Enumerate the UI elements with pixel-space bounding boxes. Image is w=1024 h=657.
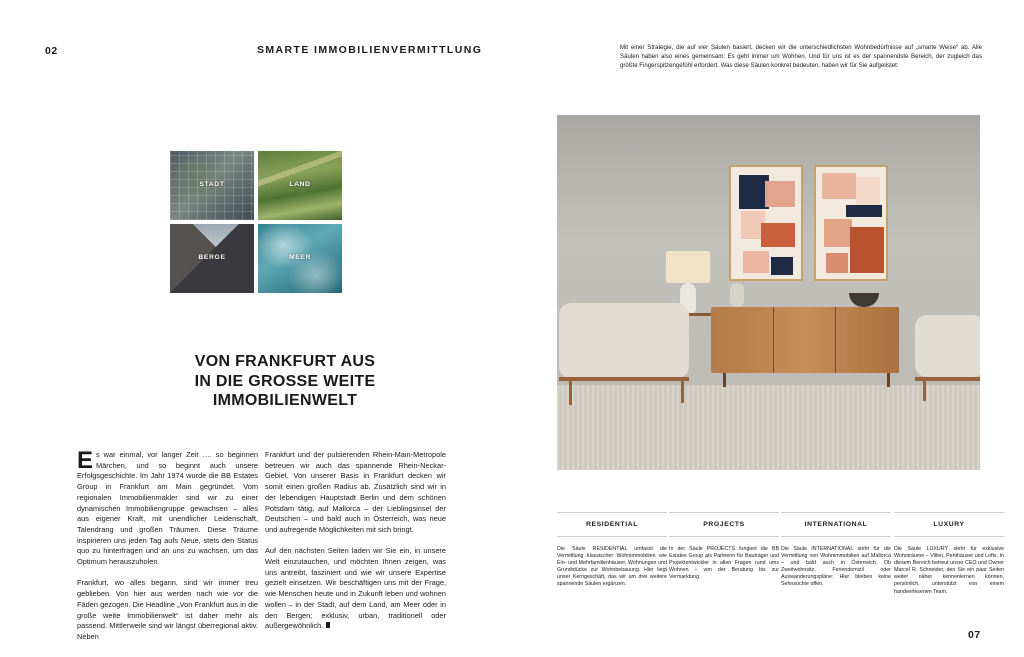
headline bbox=[140, 352, 430, 411]
pillar-title: INTERNATIONAL bbox=[804, 521, 868, 528]
headline-line-1: VON FRANKFURT AUS bbox=[194, 353, 376, 370]
pillar-text: Die Säule LUXURY steht für exklusive Wohnträume – Villen, Penthäuser und Lofts. In diesem Bereich betreut unser CEO und Owner Marcel R. Schneider, den Sie ein paar Seiten weiter näher kennenlernen können, persönlich, unterstützt von einem handverlesenen Team. bbox=[894, 546, 1004, 595]
artwork-right bbox=[814, 165, 888, 281]
lamp-shade bbox=[666, 251, 710, 283]
body-text: Auf den nächsten Seiten laden wir Sie ein, in unsere Welt einzutauchen, und möchten Ihnen zeigen, was uns antreibt, fasziniert und wie wir unsere Expertise gezielt einsetzen. Wir beschäftigen uns mit der Frage, wie Menschen heute und in Zukunft leben und wohnen wollen – in der Stadt, auf dem Land, am Meer oder in den Bergen; exklusiv, urban, traditionell oder außergewöhnlich. bbox=[265, 546, 446, 631]
armchair-right bbox=[915, 315, 980, 377]
armchair-left bbox=[559, 303, 689, 378]
body-paragraph bbox=[265, 546, 446, 632]
pillar-text: Die Säule INTERNATIONAL steht für die Vermittlung von Wohnimmobilien auf Mallorca – und bald auch in Österreich. Ob Zweitwohnsitz, Feriendomizil oder Auswanderungspläne: Hier bleiben keine Sehnsüchte offen. bbox=[781, 546, 891, 588]
pillar-title: RESIDENTIAL bbox=[586, 521, 638, 528]
page-number-right: 07 bbox=[968, 629, 981, 641]
pillar-projects bbox=[669, 512, 779, 581]
pillar-international bbox=[781, 512, 891, 589]
pillar-title: LUXURY bbox=[933, 521, 965, 528]
tile-label-meer: MEER bbox=[288, 254, 312, 261]
pillar-luxury bbox=[894, 512, 1004, 596]
living-room-photo bbox=[557, 115, 980, 470]
tile-sea-image bbox=[258, 224, 342, 293]
drop-cap: E bbox=[77, 447, 94, 474]
tile-label-land: LAND bbox=[289, 181, 311, 188]
tile-city-image bbox=[170, 151, 254, 220]
intro-paragraph: Mit einer Strategie, die auf vier Säulen basiert, decken wir die unterschiedlichsten Wohnbedürfnisse auf „smarte Weise“ ab. Alle Säulen haben also eines gemeinsam: Es geht immer um Wohnen. Und für uns ist es der spannendste Bereich, der zugleich das größte Fingerspitzengefühl erfordert. Was diese Säulen konkret bedeuten, haben wir für Sie aufgelistet: bbox=[620, 44, 982, 69]
destination-tiles bbox=[170, 151, 342, 293]
section-title: SMARTE IMMOBILIENVERMITTLUNG bbox=[257, 44, 483, 56]
vase bbox=[730, 283, 744, 307]
body-text: s war einmal, vor langer Zeit …. so beginnen Märchen, und so beginnt auch unsere Erfolgsgeschichte. Im Jahr 1974 wurde die BB Estates Group in Frankfurt am Main gegründet. Vom regionalen Immobilienmakler sind wir zu einer dynamischen Immobiliengruppe gewachsen – alles aus eigener Kraft, mit unendlicher Leidenschaft, Talendrang und großen Träumen. Diese Träume inspirieren uns jeden Tag aufs Neue, stets den Status quo zu hinterfragen und an uns zu wachsen, um das Optimum herauszuholen. bbox=[77, 450, 258, 567]
artwork-left bbox=[729, 165, 803, 281]
headline-line-3: IMMOBILIENWELT bbox=[212, 392, 358, 409]
sideboard bbox=[711, 307, 899, 373]
pillar-text: In der Säule PROJECTS fungiert die BB Estates Group als Partnerin für Bauträger und Projektentwickler in allen Fragen rund ums Wohnen – von der Beratung bis zur Vermarktung. bbox=[669, 546, 779, 581]
end-mark-icon bbox=[326, 622, 330, 628]
body-column-2 bbox=[265, 450, 446, 643]
body-paragraph: Frankfurt und der pulsierenden Rhein-Main-Metropole betreuen wir auch das spannende Rhein-Neckar-Gebiet. Von unserer Basis in Frankfurt decken wir somit einen großen Radius ab. Zusätzlich sind wir in der lebendigen Hauptstadt Berlin und dem schönen Potsdam tätig, auf Mallorca – der Lieblingsinsel der Deutschen – und bald auch in Österreich, was neue und aufregende Möglichkeiten mit sich bringt. bbox=[265, 450, 446, 534]
rug-floor bbox=[557, 385, 980, 470]
pillar-text: Die Säule RESIDENTIAL umfasst die Vermittlung klassischer Wohnimmobilien wie Ein- und Mehrfamilienhäuser, Wohnungen und Grundstücke zur Wohnbebauung. Hier liegt unser Kerngeschäft, das wir um drei weitere spannende Säulen ergänzen. bbox=[557, 546, 667, 588]
pillar-residential bbox=[557, 512, 667, 589]
pillar-title: PROJECTS bbox=[703, 521, 745, 528]
tile-mountains-image bbox=[170, 224, 254, 293]
body-paragraph bbox=[77, 447, 258, 568]
tile-countryside-image bbox=[258, 151, 342, 220]
tile-label-stadt: STADT bbox=[199, 181, 225, 188]
headline-line-2: IN DIE GROSSE WEITE bbox=[194, 372, 376, 390]
body-column-1 bbox=[77, 447, 258, 653]
tile-label-berge: BERGE bbox=[198, 254, 226, 261]
page-number-left: 02 bbox=[45, 45, 58, 57]
body-paragraph: Frankfurt, wo alles begann, sind wir immer treu geblieben. Von hier aus werden nach wie vor die Fäden gezogen. Die Headline „Von Frankfurt aus in die große weite Immobilienwelt“ ist daher mehr als passend. Mittlerweile sind wir längst überregional aktiv. Neben bbox=[77, 578, 258, 641]
